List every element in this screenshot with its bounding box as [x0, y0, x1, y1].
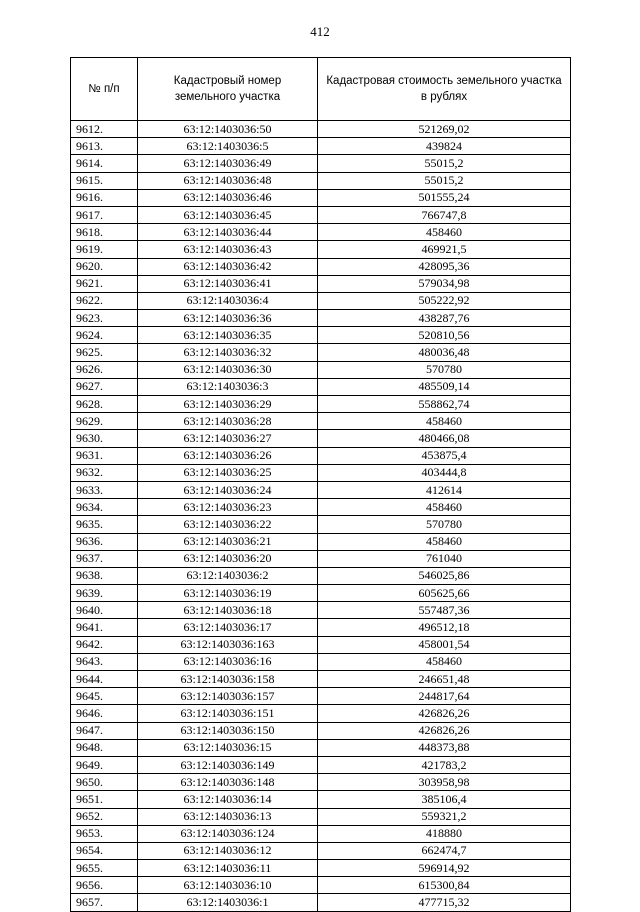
cadastral-value: 244817,64 [318, 688, 571, 705]
cadastral-value: 558862,74 [318, 396, 571, 413]
cadastral-number: 63:12:1403036:17 [138, 619, 318, 636]
cadastral-value: 458460 [318, 533, 571, 550]
row-number: 9636. [71, 533, 138, 550]
cadastral-value: 303958,98 [318, 774, 571, 791]
row-number: 9633. [71, 481, 138, 498]
row-number: 9654. [71, 842, 138, 859]
table-row [71, 860, 571, 877]
cadastral-number: 63:12:1403036:50 [138, 121, 318, 138]
table-row [71, 877, 571, 894]
table-row [71, 671, 571, 688]
row-number: 9646. [71, 705, 138, 722]
cadastral-value: 559321,2 [318, 808, 571, 825]
row-number: 9653. [71, 825, 138, 842]
table-row [71, 378, 571, 395]
cadastral-value: 521269,02 [318, 121, 571, 138]
table-row [71, 567, 571, 584]
row-number: 9645. [71, 688, 138, 705]
table-row [71, 894, 571, 911]
cadastral-value: 480466,08 [318, 430, 571, 447]
row-number: 9649. [71, 756, 138, 773]
table-row [71, 430, 571, 447]
cadastral-number: 63:12:1403036:45 [138, 206, 318, 223]
row-number: 9617. [71, 206, 138, 223]
cadastral-value: 520810,56 [318, 327, 571, 344]
table-row [71, 756, 571, 773]
table-row [71, 619, 571, 636]
cadastral-value: 55015,2 [318, 172, 571, 189]
cadastral-number: 63:12:1403036:36 [138, 310, 318, 327]
row-number: 9614. [71, 155, 138, 172]
table-body [71, 121, 571, 912]
row-number: 9624. [71, 327, 138, 344]
cadastral-value: 428095,36 [318, 258, 571, 275]
row-number: 9644. [71, 671, 138, 688]
cadastral-value: 501555,24 [318, 189, 571, 206]
row-number: 9630. [71, 430, 138, 447]
cadastral-number: 63:12:1403036:10 [138, 877, 318, 894]
cadastral-value: 458460 [318, 499, 571, 516]
row-number: 9632. [71, 464, 138, 481]
cadastral-value: 421783,2 [318, 756, 571, 773]
cadastral-number: 63:12:1403036:26 [138, 447, 318, 464]
cadastral-number: 63:12:1403036:27 [138, 430, 318, 447]
table-row [71, 653, 571, 670]
row-number: 9623. [71, 310, 138, 327]
row-number: 9622. [71, 292, 138, 309]
cadastral-value: 412614 [318, 481, 571, 498]
table-row [71, 224, 571, 241]
table-row [71, 413, 571, 430]
table-row [71, 241, 571, 258]
table-row [71, 808, 571, 825]
row-number: 9638. [71, 567, 138, 584]
row-number: 9656. [71, 877, 138, 894]
cadastral-value: 605625,66 [318, 585, 571, 602]
row-number: 9635. [71, 516, 138, 533]
row-number: 9626. [71, 361, 138, 378]
cadastral-number: 63:12:1403036:1 [138, 894, 318, 911]
table-row [71, 310, 571, 327]
table-row [71, 292, 571, 309]
row-number: 9625. [71, 344, 138, 361]
row-number: 9647. [71, 722, 138, 739]
cadastral-number: 63:12:1403036:3 [138, 378, 318, 395]
cadastral-number: 63:12:1403036:148 [138, 774, 318, 791]
cadastral-value: 426826,26 [318, 705, 571, 722]
table-row [71, 550, 571, 567]
row-number: 9648. [71, 739, 138, 756]
row-number: 9650. [71, 774, 138, 791]
table-row [71, 464, 571, 481]
cadastral-number: 63:12:1403036:23 [138, 499, 318, 516]
cadastral-number: 63:12:1403036:18 [138, 602, 318, 619]
header-cadastral-value: Кадастровая стоимость земельного участка в рублях [318, 58, 571, 121]
cadastral-value: 438287,76 [318, 310, 571, 327]
cadastral-number: 63:12:1403036:48 [138, 172, 318, 189]
cadastral-number: 63:12:1403036:28 [138, 413, 318, 430]
table-row [71, 206, 571, 223]
row-number: 9643. [71, 653, 138, 670]
cadastral-value: 403444,8 [318, 464, 571, 481]
cadastral-table [70, 57, 571, 912]
row-number: 9639. [71, 585, 138, 602]
cadastral-value: 570780 [318, 516, 571, 533]
row-number: 9619. [71, 241, 138, 258]
table-row [71, 447, 571, 464]
row-number: 9655. [71, 860, 138, 877]
cadastral-number: 63:12:1403036:149 [138, 756, 318, 773]
cadastral-number: 63:12:1403036:35 [138, 327, 318, 344]
row-number: 9629. [71, 413, 138, 430]
table-row [71, 258, 571, 275]
cadastral-value: 546025,86 [318, 567, 571, 584]
cadastral-value: 485509,14 [318, 378, 571, 395]
cadastral-number: 63:12:1403036:15 [138, 739, 318, 756]
table-row [71, 774, 571, 791]
cadastral-number: 63:12:1403036:44 [138, 224, 318, 241]
row-number: 9634. [71, 499, 138, 516]
table-row [71, 396, 571, 413]
cadastral-number: 63:12:1403036:12 [138, 842, 318, 859]
row-number: 9620. [71, 258, 138, 275]
cadastral-value: 458460 [318, 653, 571, 670]
table-row [71, 722, 571, 739]
cadastral-number: 63:12:1403036:30 [138, 361, 318, 378]
cadastral-number: 63:12:1403036:42 [138, 258, 318, 275]
table-row [71, 705, 571, 722]
table-row [71, 138, 571, 155]
table-row [71, 842, 571, 859]
cadastral-number: 63:12:1403036:29 [138, 396, 318, 413]
cadastral-number: 63:12:1403036:151 [138, 705, 318, 722]
cadastral-number: 63:12:1403036:41 [138, 275, 318, 292]
row-number: 9651. [71, 791, 138, 808]
cadastral-number: 63:12:1403036:49 [138, 155, 318, 172]
header-num: № п/п [71, 58, 138, 121]
cadastral-number: 63:12:1403036:5 [138, 138, 318, 155]
row-number: 9618. [71, 224, 138, 241]
cadastral-number: 63:12:1403036:4 [138, 292, 318, 309]
cadastral-value: 55015,2 [318, 155, 571, 172]
cadastral-number: 63:12:1403036:11 [138, 860, 318, 877]
table-row [71, 275, 571, 292]
cadastral-value: 246651,48 [318, 671, 571, 688]
cadastral-number: 63:12:1403036:2 [138, 567, 318, 584]
row-number: 9631. [71, 447, 138, 464]
cadastral-value: 477715,32 [318, 894, 571, 911]
row-number: 9613. [71, 138, 138, 155]
table-row [71, 172, 571, 189]
cadastral-number: 63:12:1403036:157 [138, 688, 318, 705]
cadastral-number: 63:12:1403036:13 [138, 808, 318, 825]
table-row [71, 155, 571, 172]
row-number: 9640. [71, 602, 138, 619]
table-row [71, 636, 571, 653]
cadastral-value: 557487,36 [318, 602, 571, 619]
cadastral-value: 570780 [318, 361, 571, 378]
cadastral-value: 615300,84 [318, 877, 571, 894]
table-row [71, 688, 571, 705]
cadastral-value: 426826,26 [318, 722, 571, 739]
table-row [71, 344, 571, 361]
row-number: 9628. [71, 396, 138, 413]
page-number: 412 [310, 24, 330, 39]
table-row [71, 361, 571, 378]
table-row [71, 791, 571, 808]
cadastral-value: 766747,8 [318, 206, 571, 223]
table-row [71, 121, 571, 138]
cadastral-number: 63:12:1403036:21 [138, 533, 318, 550]
cadastral-number: 63:12:1403036:43 [138, 241, 318, 258]
table-row [71, 739, 571, 756]
row-number: 9657. [71, 894, 138, 911]
cadastral-value: 596914,92 [318, 860, 571, 877]
cadastral-number: 63:12:1403036:158 [138, 671, 318, 688]
table-header-row [71, 58, 571, 121]
row-number: 9615. [71, 172, 138, 189]
cadastral-value: 439824 [318, 138, 571, 155]
cadastral-number: 63:12:1403036:20 [138, 550, 318, 567]
cadastral-value: 448373,88 [318, 739, 571, 756]
cadastral-number: 63:12:1403036:19 [138, 585, 318, 602]
cadastral-number: 63:12:1403036:124 [138, 825, 318, 842]
row-number: 9637. [71, 550, 138, 567]
table-row [71, 481, 571, 498]
cadastral-number: 63:12:1403036:25 [138, 464, 318, 481]
row-number: 9616. [71, 189, 138, 206]
header-cadastral-number: Кадастровый номер земельного участка [138, 58, 318, 121]
row-number: 9627. [71, 378, 138, 395]
cadastral-value: 418880 [318, 825, 571, 842]
cadastral-value: 761040 [318, 550, 571, 567]
cadastral-value: 579034,98 [318, 275, 571, 292]
table-row [71, 516, 571, 533]
cadastral-value: 385106,4 [318, 791, 571, 808]
cadastral-number: 63:12:1403036:14 [138, 791, 318, 808]
table-row [71, 825, 571, 842]
table-row [71, 585, 571, 602]
row-number: 9642. [71, 636, 138, 653]
cadastral-value: 458001,54 [318, 636, 571, 653]
row-number: 9612. [71, 121, 138, 138]
table-row [71, 327, 571, 344]
cadastral-value: 469921,5 [318, 241, 571, 258]
cadastral-value: 458460 [318, 224, 571, 241]
cadastral-number: 63:12:1403036:16 [138, 653, 318, 670]
table-row [71, 533, 571, 550]
cadastral-number: 63:12:1403036:22 [138, 516, 318, 533]
cadastral-value: 662474,7 [318, 842, 571, 859]
table-row [71, 499, 571, 516]
cadastral-number: 63:12:1403036:24 [138, 481, 318, 498]
cadastral-number: 63:12:1403036:163 [138, 636, 318, 653]
row-number: 9621. [71, 275, 138, 292]
cadastral-value: 458460 [318, 413, 571, 430]
cadastral-value: 453875,4 [318, 447, 571, 464]
row-number: 9641. [71, 619, 138, 636]
cadastral-number: 63:12:1403036:46 [138, 189, 318, 206]
cadastral-value: 505222,92 [318, 292, 571, 309]
table-row [71, 189, 571, 206]
cadastral-value: 496512,18 [318, 619, 571, 636]
table-row [71, 602, 571, 619]
row-number: 9652. [71, 808, 138, 825]
cadastral-number: 63:12:1403036:32 [138, 344, 318, 361]
cadastral-value: 480036,48 [318, 344, 571, 361]
cadastral-number: 63:12:1403036:150 [138, 722, 318, 739]
